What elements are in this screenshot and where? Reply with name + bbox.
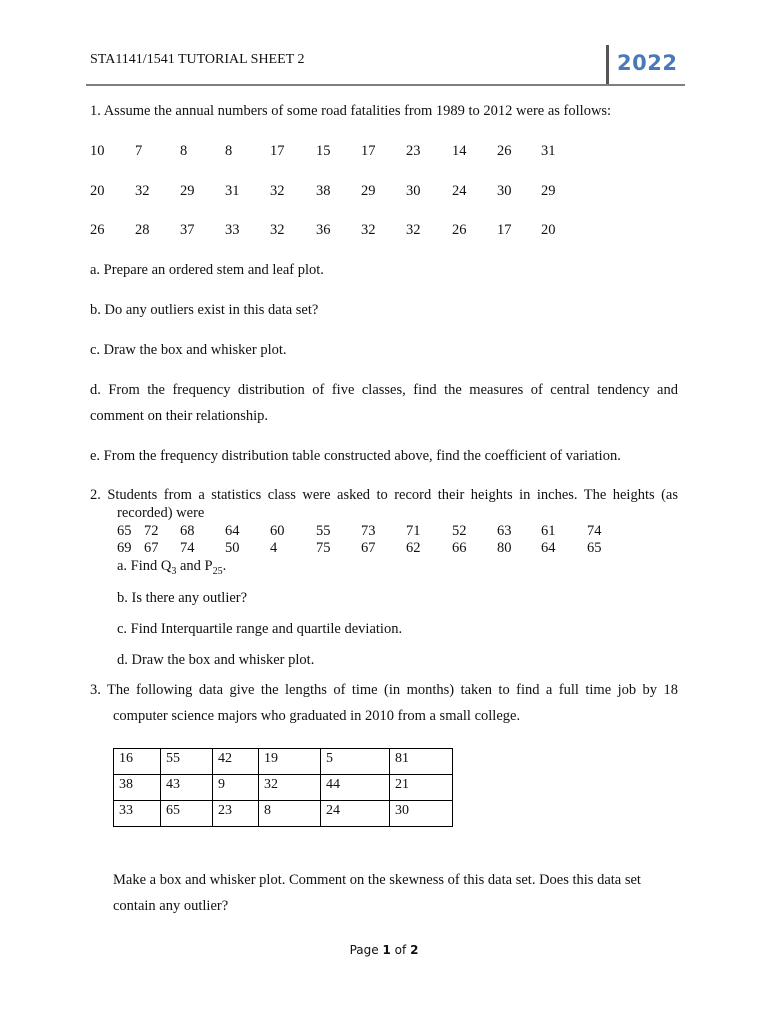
page-header-title: STA1141/1541 TUTORIAL SHEET 2 <box>90 52 305 67</box>
q1-value: 24 <box>452 183 467 199</box>
table-cell: 19 <box>259 749 321 775</box>
q1-value: 17 <box>497 222 512 238</box>
q2-part-c: c. Find Interquartile range and quartile deviation. <box>117 621 403 637</box>
table-row <box>114 749 453 775</box>
q2-value: 69 <box>117 540 132 556</box>
q2-value: 73 <box>361 523 376 539</box>
q2-value: 64 <box>225 523 240 539</box>
q1-part-c: c. Draw the box and whisker plot. <box>90 342 287 358</box>
q1-part-a: a. Prepare an ordered stem and leaf plot. <box>90 262 324 278</box>
q3-task-line1: Make a box and whisker plot. Comment on the skewness of this data set. Does this data set <box>113 872 641 888</box>
table-cell: 55 <box>161 749 213 775</box>
q2-value: 71 <box>406 523 421 539</box>
table-cell: 32 <box>259 775 321 801</box>
q2-value: 68 <box>180 523 195 539</box>
q1-value: 31 <box>225 183 240 199</box>
q1-value: 23 <box>406 143 421 159</box>
q1-value: 32 <box>270 222 285 238</box>
table-cell: 44 <box>321 775 390 801</box>
table-cell: 81 <box>390 749 453 775</box>
q1-value: 10 <box>90 143 105 159</box>
q1-value: 32 <box>135 183 150 199</box>
table-cell: 38 <box>114 775 161 801</box>
q1-value: 29 <box>180 183 195 199</box>
q2-value: 61 <box>541 523 556 539</box>
q2-value: 63 <box>497 523 512 539</box>
table-row <box>114 775 453 801</box>
q2-value: 67 <box>144 540 159 556</box>
q2-intro-line2: recorded) were <box>117 505 205 521</box>
q3-intro-line2: computer science majors who graduated in 2010 from a small college. <box>113 708 521 724</box>
q2-value: 50 <box>225 540 240 556</box>
q2-value: 55 <box>316 523 331 539</box>
q2-value: 62 <box>406 540 421 556</box>
q1-value: 37 <box>180 222 195 238</box>
page-footer: Page 1 of 2 <box>349 943 419 957</box>
q1-value: 15 <box>316 143 331 159</box>
q1-value: 29 <box>541 183 556 199</box>
q1-value: 8 <box>225 143 233 159</box>
q2-intro-line1: 2. Students from a statistics class were asked to record their heights in inches. The heights (as <box>90 487 678 503</box>
q2-part-b: b. Is there any outlier? <box>117 590 248 606</box>
q1-value: 26 <box>452 222 467 238</box>
table-cell: 9 <box>213 775 259 801</box>
q1-value: 7 <box>135 143 143 159</box>
q1-value: 26 <box>90 222 105 238</box>
table-cell: 33 <box>114 801 161 827</box>
q2-part-a: a. Find $Q_3$ and $P_{25}$. <box>117 558 227 577</box>
q1-value: 29 <box>361 183 376 199</box>
q2-value: 4 <box>270 540 278 556</box>
table-cell: 43 <box>161 775 213 801</box>
table-cell: 8 <box>259 801 321 827</box>
q1-value: 36 <box>316 222 331 238</box>
q3-task-line2: contain any outlier? <box>113 898 229 914</box>
q2-value: 65 <box>117 523 132 539</box>
q2-value: 80 <box>497 540 512 556</box>
q3-intro-line1: 3. The following data give the lengths of time (in months) taken to find a full time job by 18 <box>90 682 678 698</box>
q1-value: 28 <box>135 222 150 238</box>
q1-value: 38 <box>316 183 331 199</box>
q1-value: 20 <box>90 183 105 199</box>
q1-part-d-line2: comment on their relationship. <box>90 408 268 424</box>
q2-value: 67 <box>361 540 376 556</box>
q1-value: 17 <box>361 143 376 159</box>
table-cell: 23 <box>213 801 259 827</box>
q1-value: 32 <box>270 183 285 199</box>
q1-value: 14 <box>452 143 467 159</box>
table-cell: 16 <box>114 749 161 775</box>
q2-value: 74 <box>180 540 195 556</box>
table-cell: 42 <box>213 749 259 775</box>
table-row <box>114 801 453 827</box>
q1-value: 8 <box>180 143 188 159</box>
q1-value: 33 <box>225 222 240 238</box>
table-cell: 30 <box>390 801 453 827</box>
q2-value: 66 <box>452 540 467 556</box>
q2-value: 65 <box>587 540 602 556</box>
q3-data-table <box>113 748 453 827</box>
q1-value: 26 <box>497 143 512 159</box>
q1-part-e: e. From the frequency distribution table constructed above, find the coefficient of variation. <box>90 448 621 464</box>
q1-value: 32 <box>406 222 421 238</box>
q1-value: 20 <box>541 222 556 238</box>
q2-value: 64 <box>541 540 556 556</box>
q1-value: 31 <box>541 143 556 159</box>
q1-part-b: b. Do any outliers exist in this data set? <box>90 302 319 318</box>
q2-part-d: d. Draw the box and whisker plot. <box>117 652 315 668</box>
header-rule <box>86 84 685 86</box>
header-divider <box>606 45 609 85</box>
q2-value: 52 <box>452 523 467 539</box>
table-cell: 65 <box>161 801 213 827</box>
q2-value: 72 <box>144 523 159 539</box>
header-year: 2022 <box>617 51 678 75</box>
table-cell: 24 <box>321 801 390 827</box>
table-cell: 21 <box>390 775 453 801</box>
q2-value: 75 <box>316 540 331 556</box>
q2-value: 74 <box>587 523 602 539</box>
q1-part-d-line1: d. From the frequency distribution of five classes, find the measures of central tendency and <box>90 382 678 398</box>
q2-value: 60 <box>270 523 285 539</box>
q1-value: 30 <box>406 183 421 199</box>
q1-value: 30 <box>497 183 512 199</box>
q1-value: 32 <box>361 222 376 238</box>
q1-value: 17 <box>270 143 285 159</box>
table-cell: 5 <box>321 749 390 775</box>
q1-intro: 1. Assume the annual numbers of some road fatalities from 1989 to 2012 were as follows: <box>90 103 612 119</box>
